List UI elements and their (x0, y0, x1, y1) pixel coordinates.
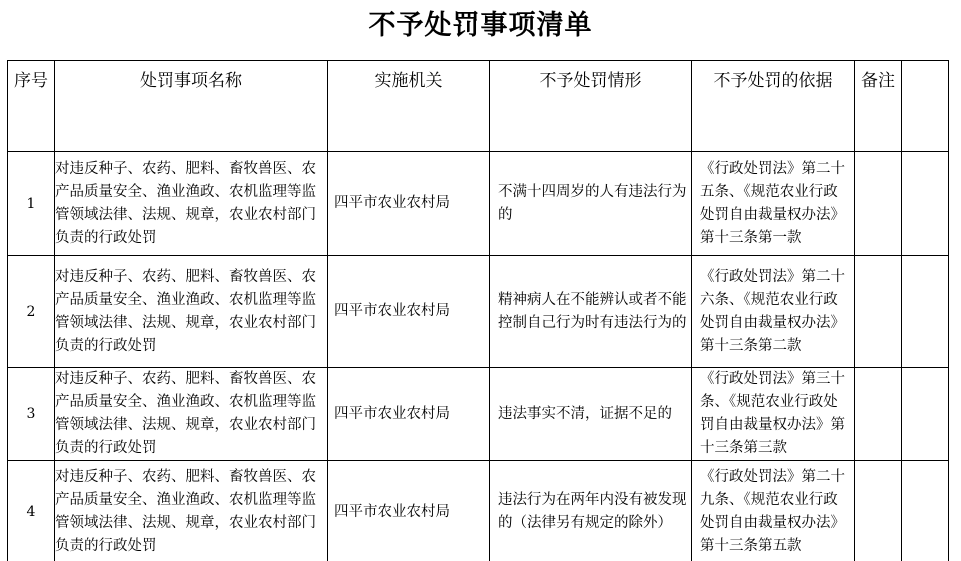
cell-seq: 3 (8, 368, 55, 461)
header-extra (902, 61, 949, 152)
cell-agency: 四平市农业农村局 (328, 256, 490, 368)
cell-basis: 《行政处罚法》第三十条、《规范农业行政处罚自由裁量权办法》第十三条第三款 (692, 368, 855, 461)
table-row (8, 461, 949, 561)
cell-situation: 精神病人在不能辨认或者不能控制自己行为时有违法行为的 (490, 256, 692, 368)
cell-extra (902, 461, 949, 561)
header-agency: 实施机关 (328, 61, 490, 152)
cell-situation: 不满十四周岁的人有违法行为的 (490, 152, 692, 256)
table-row (8, 256, 949, 368)
cell-agency: 四平市农业农村局 (328, 152, 490, 256)
cell-seq: 2 (8, 256, 55, 368)
cell-note (855, 368, 902, 461)
cell-note (855, 152, 902, 256)
header-note: 备注 (855, 61, 902, 152)
table-row (8, 368, 949, 461)
cell-name: 对违反种子、农药、肥料、畜牧兽医、农产品质量安全、渔业渔政、农机监理等监管领域法律、法规、规章，农业农村部门负责的行政处罚 (55, 368, 328, 461)
table-row (8, 152, 949, 256)
header-basis: 不予处罚的依据 (692, 61, 855, 152)
table-header-row (8, 61, 949, 152)
cell-name: 对违反种子、农药、肥料、畜牧兽医、农产品质量安全、渔业渔政、农机监理等监管领域法律、法规、规章，农业农村部门负责的行政处罚 (55, 461, 328, 561)
cell-extra (902, 368, 949, 461)
header-situation: 不予处罚情形 (490, 61, 692, 152)
cell-note (855, 461, 902, 561)
cell-basis: 《行政处罚法》第二十五条、《规范农业行政处罚自由裁量权办法》第十三条第一款 (692, 152, 855, 256)
cell-seq: 4 (8, 461, 55, 561)
cell-note (855, 256, 902, 368)
cell-extra (902, 256, 949, 368)
cell-agency: 四平市农业农村局 (328, 461, 490, 561)
cell-situation: 违法事实不清，证据不足的 (490, 368, 692, 461)
cell-seq: 1 (8, 152, 55, 256)
cell-basis: 《行政处罚法》第二十九条、《规范农业行政处罚自由裁量权办法》第十三条第五款 (692, 461, 855, 561)
penalty-exemption-table (7, 60, 949, 561)
cell-extra (902, 152, 949, 256)
cell-agency: 四平市农业农村局 (328, 368, 490, 461)
cell-name: 对违反种子、农药、肥料、畜牧兽医、农产品质量安全、渔业渔政、农机监理等监管领域法律、法规、规章，农业农村部门负责的行政处罚 (55, 152, 328, 256)
cell-name: 对违反种子、农药、肥料、畜牧兽医、农产品质量安全、渔业渔政、农机监理等监管领域法律、法规、规章，农业农村部门负责的行政处罚 (55, 256, 328, 368)
header-seq: 序号 (8, 61, 55, 152)
header-name: 处罚事项名称 (55, 61, 328, 152)
page-title: 不予处罚事项清单 (368, 10, 593, 41)
cell-basis: 《行政处罚法》第二十六条、《规范农业行政处罚自由裁量权办法》第十三条第二款 (692, 256, 855, 368)
cell-situation: 违法行为在两年内没有被发现的（法律另有规定的除外） (490, 461, 692, 561)
